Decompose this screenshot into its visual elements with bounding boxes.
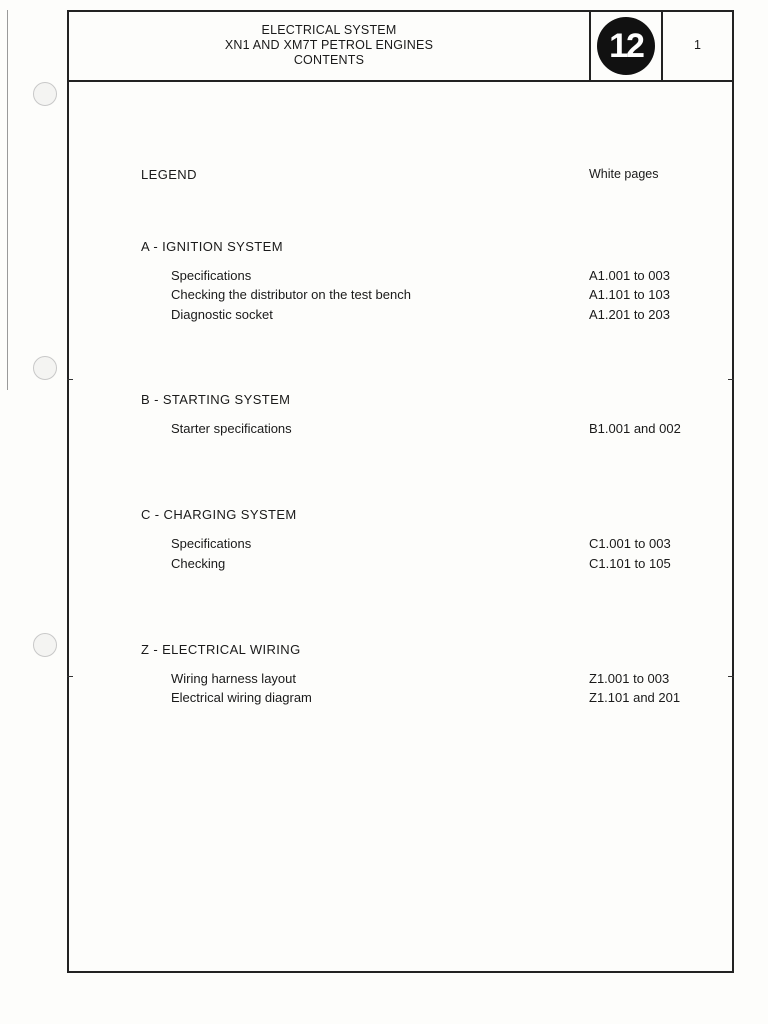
frame-tick [728, 379, 734, 380]
page-number: 1 [694, 38, 701, 52]
chapter-badge: 12 [597, 17, 655, 75]
contents-item-ref: A1.201 to 203 [589, 307, 670, 322]
binder-hole [33, 633, 57, 657]
frame-tick [728, 676, 734, 677]
chapter-badge-box [589, 12, 663, 80]
binder-hole [33, 356, 57, 380]
frame-tick [67, 676, 73, 677]
section-title: B - STARTING SYSTEM [141, 392, 291, 407]
margin-rule [7, 10, 8, 390]
contents-item-label: Starter specifications [171, 421, 292, 436]
page-frame [67, 10, 734, 973]
header-line-1: ELECTRICAL SYSTEM [261, 23, 397, 37]
contents-item-label: Specifications [171, 268, 252, 283]
contents-item-ref: B1.001 and 002 [589, 421, 681, 436]
contents-item-ref: C1.001 to 003 [589, 536, 671, 551]
contents-item-label: Specifications [171, 536, 252, 551]
contents-item-label: Checking [171, 556, 226, 571]
contents-item-ref: C1.101 to 105 [589, 556, 671, 571]
contents-item-ref: A1.001 to 003 [589, 268, 670, 283]
contents-item-ref: Z1.101 and 201 [589, 690, 681, 705]
header-line-3: CONTENTS [293, 53, 365, 67]
header-line-2: XN1 AND XM7T PETROL ENGINES [224, 38, 434, 52]
legend-label: LEGEND [141, 167, 197, 182]
header-title [69, 23, 589, 68]
section-title: Z - ELECTRICAL WIRING [141, 642, 301, 657]
legend-ref: White pages [589, 167, 659, 181]
section-title: C - CHARGING SYSTEM [141, 507, 297, 522]
contents-item-label: Wiring harness layout [171, 671, 296, 686]
section-title: A - IGNITION SYSTEM [141, 239, 283, 254]
contents-item-label: Checking the distributor on the test bench [171, 287, 411, 302]
frame-tick [67, 379, 73, 380]
binder-hole [33, 82, 57, 106]
contents-item-label: Diagnostic socket [171, 307, 273, 322]
contents-item-ref: Z1.001 to 003 [589, 671, 670, 686]
page-header [69, 12, 732, 82]
contents-item-ref: A1.101 to 103 [589, 287, 670, 302]
contents-item-label: Electrical wiring diagram [171, 690, 312, 705]
